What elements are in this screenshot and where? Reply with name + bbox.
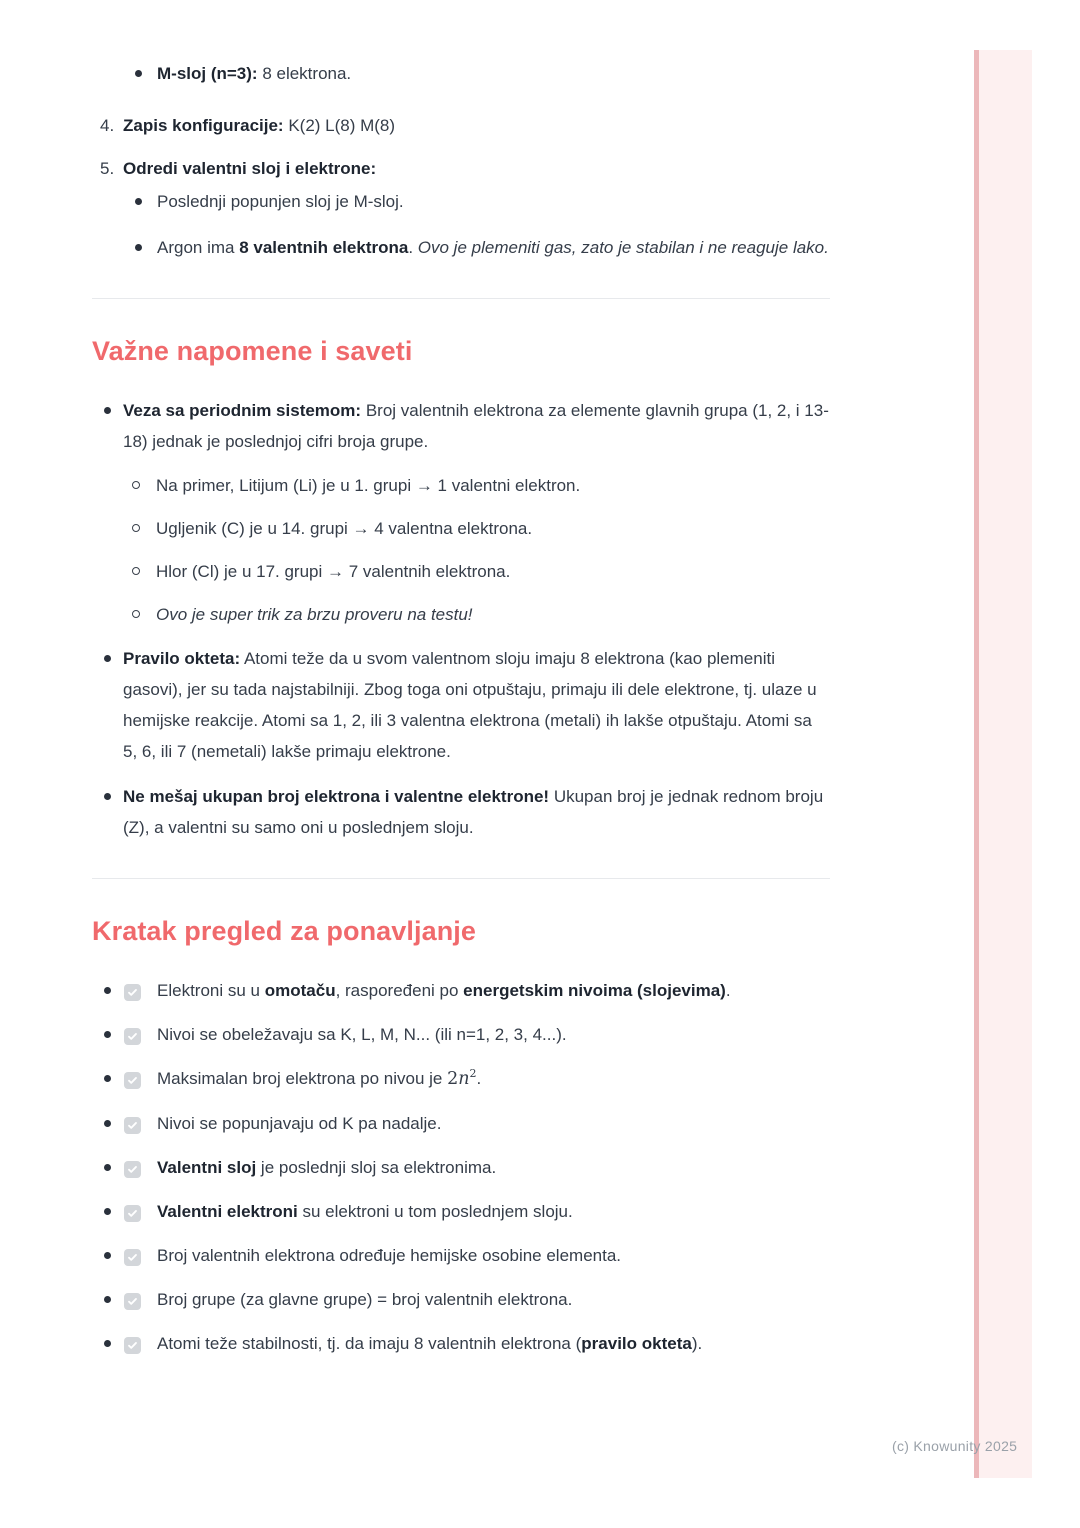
text-run: Atomi teže stabilnosti, tj. da imaju 8 valentnih elektrona ( — [157, 1334, 582, 1353]
text-run: Ugljenik (C) je u 14. grupi → 4 valentna elektrona. — [156, 519, 533, 538]
text-run: Poslednji popunjen sloj je M-sloj. — [157, 192, 404, 211]
text-run: K(2) L(8) M(8) — [283, 116, 396, 135]
section-heading-notes: Važne napomene i saveti — [92, 336, 413, 366]
list-item-text — [156, 513, 830, 544]
text-run-bold: omotaču — [264, 981, 336, 1000]
list-item — [135, 186, 830, 217]
checklist-item — [104, 1328, 830, 1359]
checklist-item-text — [124, 1240, 830, 1271]
text-run: Elektroni su u — [157, 981, 265, 1000]
list-item-text — [123, 395, 830, 457]
text-run: Broj valentnih elektrona određuje hemijske osobine elementa. — [157, 1246, 622, 1265]
text-run: Ukupan broj je jednak rednom broju (Z), a valentni su samo oni u poslednjem sloju. — [123, 787, 824, 837]
text-run-bold: Zapis konfiguracije: — [123, 116, 284, 135]
numbered-list-item — [100, 153, 830, 184]
bullet-icon — [135, 70, 142, 77]
checklist-item — [104, 975, 830, 1006]
bullet-icon — [135, 244, 142, 251]
checklist-item — [104, 1240, 830, 1271]
text-run: Nivoi se popunjavaju od K pa nadalje. — [157, 1114, 442, 1133]
list-item-text — [123, 643, 830, 767]
checklist-item-text — [124, 1328, 830, 1359]
text-run: Broj grupe (za glavne grupe) = broj valentnih elektrona. — [157, 1290, 573, 1309]
text-run: su elektroni u tom poslednjem sloju. — [297, 1202, 573, 1221]
checklist-item-text — [124, 1284, 830, 1315]
numbered-list-item — [100, 110, 830, 141]
section-heading-review: Kratak pregled za ponavljanje — [92, 916, 477, 946]
list-number: 4. — [100, 116, 115, 135]
text-run: . — [408, 238, 418, 257]
checkbox-checked-icon[interactable] — [124, 984, 141, 1001]
checklist-item — [104, 1063, 830, 1095]
checklist-item — [104, 1152, 830, 1183]
sub-list-item — [132, 513, 830, 544]
text-run-italic: Ovo je super trik za brzu proveru na testu! — [156, 605, 473, 624]
bullet-icon — [104, 1252, 111, 1259]
text-run: Broj valentnih elektrona za elemente glavnih grupa (1, 2, i 13-18) jednak je poslednjoj cifri broja grupe. — [123, 401, 829, 451]
text-run: Argon ima — [157, 238, 240, 257]
text-run: Atomi teže da u svom valentnom sloju imaju 8 elektrona (kao plemeniti gasovi), jer su tada najstabilniji. Zbog toga oni otpuštaju, primaju ili dele elektrone, tj. ulaze u hemijske reakcije. Atomi sa 1, 2, ili 3 valentna elektrona (metali) ih lakše otpuštaju. Atomi sa 5, 6, ili 7 (nemetali) lakše primaju elektrone. — [123, 649, 817, 761]
text-run-bold: Veza sa periodnim sistemom: — [123, 401, 362, 420]
text-run-bold: Odredi valentni sloj i elektrone: — [123, 159, 377, 178]
section-divider — [92, 878, 830, 879]
text-run: Hlor (Cl) je u 17. grupi → 7 valentnih elektrona. — [156, 562, 511, 581]
text-run: Na primer, Litijum (Li) je u 1. grupi → 1 valentni elektron. — [156, 476, 581, 495]
text-run-bold: Valentni elektroni — [157, 1202, 298, 1221]
checklist-item — [104, 1284, 830, 1315]
text-run: . — [725, 981, 731, 1000]
section-divider — [92, 298, 830, 299]
checklist-item — [104, 1108, 830, 1139]
checklist-item-text — [124, 1196, 830, 1227]
list-item-text — [157, 232, 830, 263]
text-run-bold: 8 valentnih elektrona — [239, 238, 409, 257]
checkbox-checked-icon[interactable] — [124, 1072, 141, 1089]
text-run-bold: energetskim nivoima (slojevima) — [463, 981, 726, 1000]
watermark: (c) Knowunity 2025 — [892, 1438, 1018, 1454]
math-exponent: 2 — [469, 1067, 477, 1081]
math-coefficient: 2 — [447, 1069, 459, 1089]
text-run-bold: Valentni sloj — [157, 1158, 257, 1177]
list-item — [104, 395, 830, 457]
bullet-icon — [104, 1075, 111, 1082]
text-run: . — [476, 1069, 482, 1088]
list-item — [135, 58, 830, 89]
text-run-bold: M-sloj (n=3): — [157, 64, 258, 83]
bullet-icon — [104, 1031, 111, 1038]
bullet-icon — [104, 793, 111, 800]
bullet-icon — [135, 198, 142, 205]
text-run: 8 elektrona. — [257, 64, 352, 83]
list-item-text — [123, 153, 830, 184]
math-expression — [447, 1069, 476, 1089]
text-run-bold: Ne mešaj ukupan broj elektrona i valentne elektrone! — [123, 787, 550, 806]
checkbox-checked-icon[interactable] — [124, 1337, 141, 1354]
checkbox-checked-icon[interactable] — [124, 1205, 141, 1222]
checkbox-checked-icon[interactable] — [124, 1161, 141, 1178]
text-run: ). — [691, 1334, 703, 1353]
list-item-text — [156, 556, 830, 587]
checklist-item-text — [124, 1063, 830, 1095]
circle-bullet-icon — [132, 481, 140, 489]
text-run: Maksimalan broj elektrona po nivou je — [157, 1069, 448, 1088]
sub-list-item — [132, 470, 830, 501]
checkbox-checked-icon[interactable] — [124, 1028, 141, 1045]
checkbox-checked-icon[interactable] — [124, 1293, 141, 1310]
list-item-text — [123, 110, 830, 141]
circle-bullet-icon — [132, 524, 140, 532]
list-item-text — [157, 186, 830, 217]
text-run-italic: Ovo je plemeniti gas, zato je stabilan i ne reaguje lako. — [417, 238, 829, 257]
math-variable: n — [458, 1069, 470, 1089]
list-number: 5. — [100, 159, 115, 178]
checklist-item-text — [124, 1108, 830, 1139]
bullet-icon — [104, 1120, 111, 1127]
list-item-text — [123, 781, 830, 843]
list-item — [104, 781, 830, 843]
sub-list-item — [132, 556, 830, 587]
bullet-icon — [104, 987, 111, 994]
list-item — [104, 643, 830, 767]
checklist-item — [104, 1196, 830, 1227]
text-run: Nivoi se obeležavaju sa K, L, M, N... (ili n=1, 2, 3, 4...). — [157, 1025, 567, 1044]
circle-bullet-icon — [132, 610, 140, 618]
bullet-icon — [104, 407, 111, 414]
checklist-item-text — [124, 975, 830, 1006]
sub-list-item — [132, 599, 830, 630]
list-item-text — [156, 470, 830, 501]
checklist-item-text — [124, 1152, 830, 1183]
text-run: je poslednji sloj sa elektronima. — [256, 1158, 497, 1177]
checklist-item-text — [124, 1019, 830, 1050]
checkbox-checked-icon[interactable] — [124, 1249, 141, 1266]
bullet-icon — [104, 1340, 111, 1347]
list-item-text — [156, 599, 830, 630]
text-run: , raspoređeni po — [335, 981, 464, 1000]
text-run-bold: Pravilo okteta: — [123, 649, 241, 668]
checklist-item — [104, 1019, 830, 1050]
text-run-bold: pravilo okteta — [581, 1334, 692, 1353]
list-item-text — [157, 58, 830, 89]
bullet-icon — [104, 1208, 111, 1215]
bullet-icon — [104, 655, 111, 662]
checkbox-checked-icon[interactable] — [124, 1117, 141, 1134]
bullet-icon — [104, 1164, 111, 1171]
bullet-icon — [104, 1296, 111, 1303]
circle-bullet-icon — [132, 567, 140, 575]
list-item — [135, 232, 830, 263]
